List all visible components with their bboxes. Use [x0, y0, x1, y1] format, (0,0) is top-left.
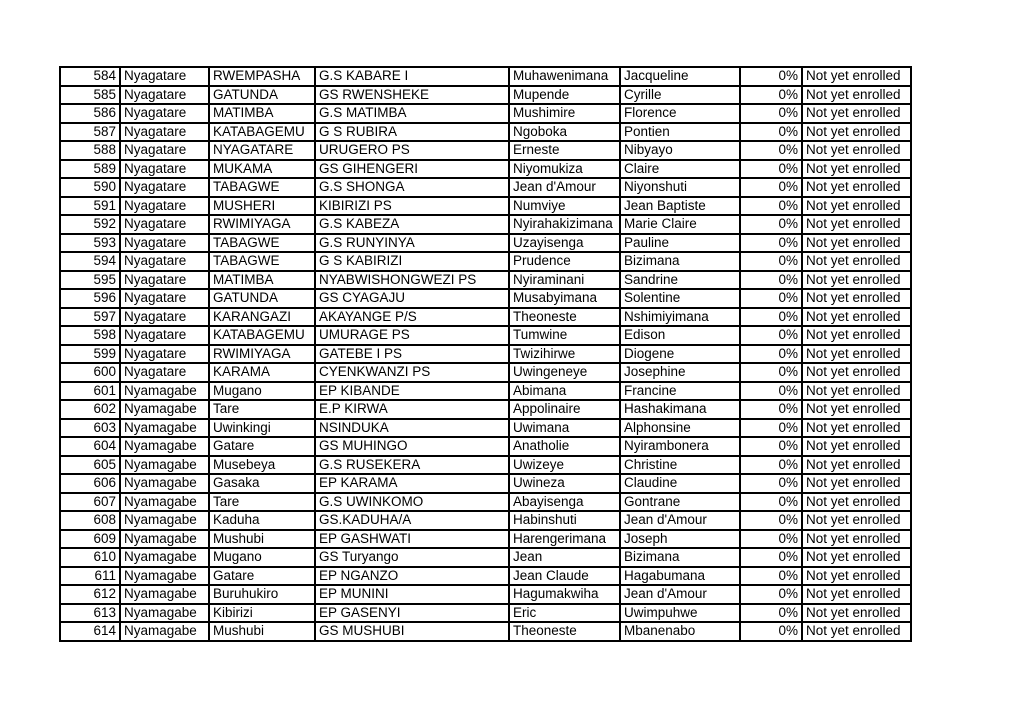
table-row	[60, 252, 911, 271]
cell-school: GS Turyango	[315, 548, 509, 567]
enrollment-table	[59, 66, 912, 642]
cell-last-name: Nyiraminani	[509, 271, 620, 290]
cell-first-name: Niyonshuti	[620, 178, 740, 197]
cell-sector: MATIMBA	[209, 104, 315, 123]
cell-school: GS MUHINGO	[315, 437, 509, 456]
cell-first-name: Christine	[620, 456, 740, 475]
cell-progress-percent: 0%	[740, 308, 802, 327]
cell-school: GS RWENSHEKE	[315, 86, 509, 105]
cell-school: NYABWISHONGWEZI PS	[315, 271, 509, 290]
cell-progress-percent: 0%	[740, 382, 802, 401]
cell-last-name: Jean	[509, 548, 620, 567]
cell-row-number: 606	[60, 474, 120, 493]
cell-first-name: Nshimiyimana	[620, 308, 740, 327]
cell-sector: RWEMPASHA	[209, 67, 315, 86]
cell-progress-percent: 0%	[740, 585, 802, 604]
cell-district: Nyagatare	[120, 160, 209, 179]
cell-school: KIBIRIZI PS	[315, 197, 509, 216]
cell-district: Nyamagabe	[120, 567, 209, 586]
cell-sector: Uwinkingi	[209, 419, 315, 438]
cell-progress-percent: 0%	[740, 622, 802, 641]
table-row	[60, 308, 911, 327]
cell-sector: KATABAGEMU	[209, 326, 315, 345]
cell-district: Nyamagabe	[120, 493, 209, 512]
cell-first-name: Jean d'Amour	[620, 511, 740, 530]
cell-district: Nyamagabe	[120, 585, 209, 604]
cell-enrollment-status: Not yet enrolled	[802, 252, 911, 271]
cell-row-number: 602	[60, 400, 120, 419]
cell-progress-percent: 0%	[740, 123, 802, 142]
cell-district: Nyagatare	[120, 215, 209, 234]
cell-school: GS CYAGAJU	[315, 289, 509, 308]
cell-school: NSINDUKA	[315, 419, 509, 438]
table-row	[60, 363, 911, 382]
cell-district: Nyagatare	[120, 271, 209, 290]
cell-sector: Gatare	[209, 567, 315, 586]
cell-enrollment-status: Not yet enrolled	[802, 456, 911, 475]
cell-row-number: 604	[60, 437, 120, 456]
cell-first-name: Florence	[620, 104, 740, 123]
cell-row-number: 614	[60, 622, 120, 641]
cell-last-name: Nyirahakizimana	[509, 215, 620, 234]
cell-sector: GATUNDA	[209, 289, 315, 308]
cell-row-number: 599	[60, 345, 120, 364]
cell-progress-percent: 0%	[740, 530, 802, 549]
cell-last-name: Hagumakwiha	[509, 585, 620, 604]
cell-first-name: Claudine	[620, 474, 740, 493]
cell-last-name: Theoneste	[509, 622, 620, 641]
cell-progress-percent: 0%	[740, 160, 802, 179]
cell-sector: Mugano	[209, 548, 315, 567]
cell-progress-percent: 0%	[740, 197, 802, 216]
cell-last-name: Mupende	[509, 86, 620, 105]
cell-last-name: Niyomukiza	[509, 160, 620, 179]
cell-progress-percent: 0%	[740, 437, 802, 456]
cell-district: Nyagatare	[120, 252, 209, 271]
cell-row-number: 593	[60, 234, 120, 253]
cell-row-number: 597	[60, 308, 120, 327]
table-row	[60, 67, 911, 86]
cell-row-number: 587	[60, 123, 120, 142]
cell-sector: Kaduha	[209, 511, 315, 530]
cell-progress-percent: 0%	[740, 548, 802, 567]
cell-enrollment-status: Not yet enrolled	[802, 141, 911, 160]
cell-school: E.P KIRWA	[315, 400, 509, 419]
table-row	[60, 530, 911, 549]
cell-last-name: Jean Claude	[509, 567, 620, 586]
cell-first-name: Jacqueline	[620, 67, 740, 86]
cell-row-number: 589	[60, 160, 120, 179]
cell-sector: KARANGAZI	[209, 308, 315, 327]
cell-school: URUGERO PS	[315, 141, 509, 160]
cell-row-number: 596	[60, 289, 120, 308]
table-row	[60, 567, 911, 586]
table-row	[60, 604, 911, 623]
cell-first-name: Bizimana	[620, 252, 740, 271]
cell-last-name: Numviye	[509, 197, 620, 216]
cell-enrollment-status: Not yet enrolled	[802, 567, 911, 586]
cell-progress-percent: 0%	[740, 604, 802, 623]
cell-district: Nyamagabe	[120, 511, 209, 530]
cell-enrollment-status: Not yet enrolled	[802, 530, 911, 549]
cell-first-name: Jean Baptiste	[620, 197, 740, 216]
cell-school: G.S UWINKOMO	[315, 493, 509, 512]
cell-last-name: Twizihirwe	[509, 345, 620, 364]
table-row	[60, 289, 911, 308]
table-row	[60, 456, 911, 475]
cell-last-name: Eric	[509, 604, 620, 623]
cell-progress-percent: 0%	[740, 178, 802, 197]
cell-school: EP KARAMA	[315, 474, 509, 493]
cell-last-name: Habinshuti	[509, 511, 620, 530]
cell-first-name: Cyrille	[620, 86, 740, 105]
cell-row-number: 594	[60, 252, 120, 271]
cell-sector: Gasaka	[209, 474, 315, 493]
cell-district: Nyagatare	[120, 123, 209, 142]
cell-first-name: Jean d'Amour	[620, 585, 740, 604]
cell-school: EP MUNINI	[315, 585, 509, 604]
cell-school: EP NGANZO	[315, 567, 509, 586]
cell-progress-percent: 0%	[740, 104, 802, 123]
cell-first-name: Sandrine	[620, 271, 740, 290]
cell-district: Nyagatare	[120, 308, 209, 327]
cell-enrollment-status: Not yet enrolled	[802, 345, 911, 364]
cell-enrollment-status: Not yet enrolled	[802, 548, 911, 567]
table-row	[60, 622, 911, 641]
cell-last-name: Uwimana	[509, 419, 620, 438]
cell-district: Nyagatare	[120, 326, 209, 345]
table-row	[60, 141, 911, 160]
cell-enrollment-status: Not yet enrolled	[802, 437, 911, 456]
cell-row-number: 598	[60, 326, 120, 345]
cell-row-number: 603	[60, 419, 120, 438]
cell-first-name: Hagabumana	[620, 567, 740, 586]
cell-enrollment-status: Not yet enrolled	[802, 382, 911, 401]
cell-last-name: Abayisenga	[509, 493, 620, 512]
cell-sector: MUKAMA	[209, 160, 315, 179]
cell-school: GS MUSHUBI	[315, 622, 509, 641]
cell-enrollment-status: Not yet enrolled	[802, 160, 911, 179]
cell-progress-percent: 0%	[740, 567, 802, 586]
cell-enrollment-status: Not yet enrolled	[802, 215, 911, 234]
table-row	[60, 123, 911, 142]
cell-enrollment-status: Not yet enrolled	[802, 104, 911, 123]
cell-sector: MATIMBA	[209, 271, 315, 290]
cell-enrollment-status: Not yet enrolled	[802, 585, 911, 604]
cell-last-name: Prudence	[509, 252, 620, 271]
cell-last-name: Uwingeneye	[509, 363, 620, 382]
cell-first-name: Nibyayo	[620, 141, 740, 160]
cell-school: G.S KABEZA	[315, 215, 509, 234]
table-row	[60, 271, 911, 290]
cell-district: Nyagatare	[120, 234, 209, 253]
cell-row-number: 609	[60, 530, 120, 549]
cell-first-name: Solentine	[620, 289, 740, 308]
cell-school: EP GASHWATI	[315, 530, 509, 549]
table-row	[60, 86, 911, 105]
table-row	[60, 437, 911, 456]
cell-row-number: 601	[60, 382, 120, 401]
table-row	[60, 160, 911, 179]
cell-enrollment-status: Not yet enrolled	[802, 289, 911, 308]
cell-district: Nyagatare	[120, 345, 209, 364]
cell-sector: KARAMA	[209, 363, 315, 382]
cell-progress-percent: 0%	[740, 363, 802, 382]
cell-last-name: Harengerimana	[509, 530, 620, 549]
table-row	[60, 234, 911, 253]
cell-district: Nyamagabe	[120, 456, 209, 475]
cell-district: Nyagatare	[120, 104, 209, 123]
cell-progress-percent: 0%	[740, 419, 802, 438]
cell-district: Nyamagabe	[120, 548, 209, 567]
cell-school: G.S MATIMBA	[315, 104, 509, 123]
cell-last-name: Tumwine	[509, 326, 620, 345]
cell-school: G.S SHONGA	[315, 178, 509, 197]
cell-school: G S KABIRIZI	[315, 252, 509, 271]
table-row	[60, 419, 911, 438]
cell-enrollment-status: Not yet enrolled	[802, 493, 911, 512]
cell-school: G.S RUSEKERA	[315, 456, 509, 475]
table-row	[60, 178, 911, 197]
cell-sector: TABAGWE	[209, 178, 315, 197]
cell-last-name: Uwineza	[509, 474, 620, 493]
cell-enrollment-status: Not yet enrolled	[802, 67, 911, 86]
cell-district: Nyamagabe	[120, 604, 209, 623]
cell-row-number: 610	[60, 548, 120, 567]
table-row	[60, 215, 911, 234]
cell-sector: Gatare	[209, 437, 315, 456]
cell-sector: TABAGWE	[209, 234, 315, 253]
cell-district: Nyagatare	[120, 141, 209, 160]
cell-last-name: Mushimire	[509, 104, 620, 123]
table-row	[60, 400, 911, 419]
cell-district: Nyagatare	[120, 67, 209, 86]
cell-district: Nyamagabe	[120, 437, 209, 456]
cell-school: GATEBE I PS	[315, 345, 509, 364]
cell-last-name: Ngoboka	[509, 123, 620, 142]
table-row	[60, 104, 911, 123]
cell-last-name: Anatholie	[509, 437, 620, 456]
cell-progress-percent: 0%	[740, 234, 802, 253]
cell-row-number: 590	[60, 178, 120, 197]
cell-district: Nyamagabe	[120, 474, 209, 493]
cell-progress-percent: 0%	[740, 493, 802, 512]
cell-sector: NYAGATARE	[209, 141, 315, 160]
cell-sector: Mushubi	[209, 622, 315, 641]
table-row	[60, 548, 911, 567]
cell-last-name: Erneste	[509, 141, 620, 160]
cell-first-name: Uwimpuhwe	[620, 604, 740, 623]
cell-sector: Mushubi	[209, 530, 315, 549]
cell-district: Nyagatare	[120, 86, 209, 105]
cell-school: GS.KADUHA/A	[315, 511, 509, 530]
cell-progress-percent: 0%	[740, 456, 802, 475]
cell-sector: Mugano	[209, 382, 315, 401]
cell-last-name: Muhawenimana	[509, 67, 620, 86]
cell-row-number: 584	[60, 67, 120, 86]
table-row	[60, 474, 911, 493]
cell-progress-percent: 0%	[740, 289, 802, 308]
cell-sector: MUSHERI	[209, 197, 315, 216]
cell-progress-percent: 0%	[740, 215, 802, 234]
cell-district: Nyagatare	[120, 289, 209, 308]
cell-sector: Musebeya	[209, 456, 315, 475]
cell-row-number: 585	[60, 86, 120, 105]
cell-row-number: 591	[60, 197, 120, 216]
cell-row-number: 608	[60, 511, 120, 530]
cell-enrollment-status: Not yet enrolled	[802, 419, 911, 438]
cell-enrollment-status: Not yet enrolled	[802, 622, 911, 641]
cell-last-name: Appolinaire	[509, 400, 620, 419]
cell-sector: Tare	[209, 493, 315, 512]
cell-district: Nyamagabe	[120, 400, 209, 419]
cell-first-name: Claire	[620, 160, 740, 179]
table-row	[60, 585, 911, 604]
cell-sector: Tare	[209, 400, 315, 419]
cell-first-name: Hashakimana	[620, 400, 740, 419]
cell-enrollment-status: Not yet enrolled	[802, 86, 911, 105]
cell-enrollment-status: Not yet enrolled	[802, 474, 911, 493]
cell-row-number: 586	[60, 104, 120, 123]
cell-enrollment-status: Not yet enrolled	[802, 123, 911, 142]
cell-progress-percent: 0%	[740, 345, 802, 364]
cell-first-name: Gontrane	[620, 493, 740, 512]
cell-sector: Buruhukiro	[209, 585, 315, 604]
cell-enrollment-status: Not yet enrolled	[802, 511, 911, 530]
cell-sector: GATUNDA	[209, 86, 315, 105]
cell-first-name: Diogene	[620, 345, 740, 364]
cell-school: G.S KABARE I	[315, 67, 509, 86]
cell-last-name: Uwizeye	[509, 456, 620, 475]
cell-progress-percent: 0%	[740, 400, 802, 419]
cell-progress-percent: 0%	[740, 67, 802, 86]
cell-first-name: Josephine	[620, 363, 740, 382]
cell-progress-percent: 0%	[740, 86, 802, 105]
table-row	[60, 382, 911, 401]
cell-school: G.S RUNYINYA	[315, 234, 509, 253]
cell-last-name: Musabyimana	[509, 289, 620, 308]
cell-district: Nyagatare	[120, 197, 209, 216]
cell-first-name: Alphonsine	[620, 419, 740, 438]
cell-first-name: Marie Claire	[620, 215, 740, 234]
cell-row-number: 592	[60, 215, 120, 234]
cell-enrollment-status: Not yet enrolled	[802, 271, 911, 290]
cell-sector: Kibirizi	[209, 604, 315, 623]
table-row	[60, 197, 911, 216]
cell-last-name: Jean d'Amour	[509, 178, 620, 197]
cell-district: Nyagatare	[120, 363, 209, 382]
table-body	[60, 67, 911, 641]
cell-last-name: Theoneste	[509, 308, 620, 327]
cell-progress-percent: 0%	[740, 474, 802, 493]
cell-first-name: Edison	[620, 326, 740, 345]
cell-enrollment-status: Not yet enrolled	[802, 178, 911, 197]
cell-enrollment-status: Not yet enrolled	[802, 197, 911, 216]
cell-school: G S RUBIRA	[315, 123, 509, 142]
cell-last-name: Uzayisenga	[509, 234, 620, 253]
cell-row-number: 600	[60, 363, 120, 382]
cell-first-name: Joseph	[620, 530, 740, 549]
cell-district: Nyamagabe	[120, 419, 209, 438]
cell-progress-percent: 0%	[740, 326, 802, 345]
cell-district: Nyamagabe	[120, 382, 209, 401]
cell-sector: TABAGWE	[209, 252, 315, 271]
cell-school: EP GASENYI	[315, 604, 509, 623]
cell-sector: RWIMIYAGA	[209, 215, 315, 234]
cell-district: Nyagatare	[120, 178, 209, 197]
cell-first-name: Nyirambonera	[620, 437, 740, 456]
cell-school: EP KIBANDE	[315, 382, 509, 401]
cell-enrollment-status: Not yet enrolled	[802, 400, 911, 419]
table-row	[60, 345, 911, 364]
cell-school: AKAYANGE P/S	[315, 308, 509, 327]
cell-school: CYENKWANZI PS	[315, 363, 509, 382]
cell-first-name: Mbanenabo	[620, 622, 740, 641]
cell-sector: RWIMIYAGA	[209, 345, 315, 364]
cell-school: UMURAGE PS	[315, 326, 509, 345]
cell-enrollment-status: Not yet enrolled	[802, 363, 911, 382]
cell-enrollment-status: Not yet enrolled	[802, 308, 911, 327]
cell-progress-percent: 0%	[740, 141, 802, 160]
cell-progress-percent: 0%	[740, 252, 802, 271]
cell-row-number: 612	[60, 585, 120, 604]
cell-progress-percent: 0%	[740, 271, 802, 290]
cell-school: GS GIHENGERI	[315, 160, 509, 179]
cell-row-number: 613	[60, 604, 120, 623]
cell-progress-percent: 0%	[740, 511, 802, 530]
cell-enrollment-status: Not yet enrolled	[802, 604, 911, 623]
cell-sector: KATABAGEMU	[209, 123, 315, 142]
cell-row-number: 605	[60, 456, 120, 475]
table-row	[60, 326, 911, 345]
table-row	[60, 511, 911, 530]
cell-first-name: Bizimana	[620, 548, 740, 567]
cell-enrollment-status: Not yet enrolled	[802, 234, 911, 253]
cell-enrollment-status: Not yet enrolled	[802, 326, 911, 345]
cell-first-name: Pauline	[620, 234, 740, 253]
cell-first-name: Francine	[620, 382, 740, 401]
cell-row-number: 611	[60, 567, 120, 586]
cell-district: Nyamagabe	[120, 622, 209, 641]
cell-row-number: 588	[60, 141, 120, 160]
table-row	[60, 493, 911, 512]
cell-first-name: Pontien	[620, 123, 740, 142]
cell-row-number: 595	[60, 271, 120, 290]
cell-row-number: 607	[60, 493, 120, 512]
cell-district: Nyamagabe	[120, 530, 209, 549]
cell-last-name: Abimana	[509, 382, 620, 401]
